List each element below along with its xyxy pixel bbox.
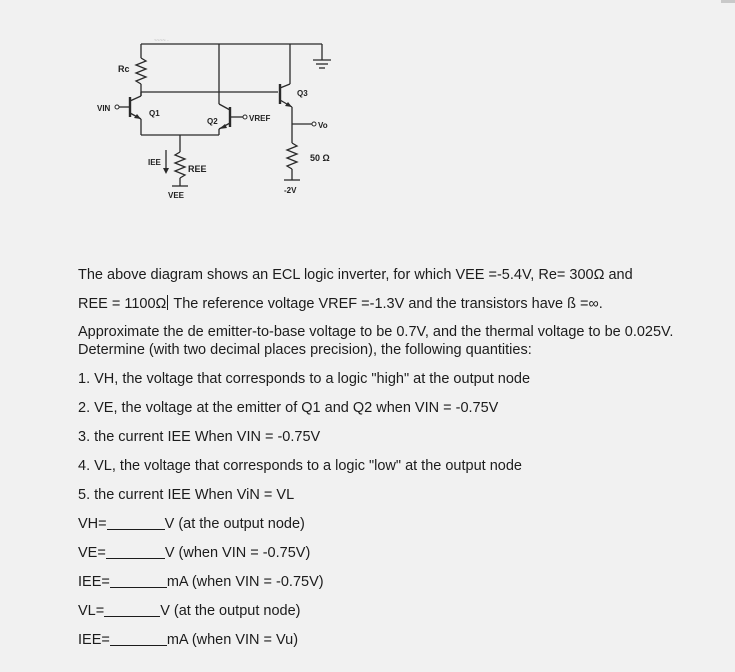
label-r50: 50 Ω [310, 153, 330, 163]
answer-blank-vh[interactable] [107, 515, 165, 530]
answer-blank-iee-1[interactable] [110, 573, 167, 588]
answer-label: VL= [78, 603, 105, 619]
problem-intro: The above diagram shows an ECL logic inverter, for which VEE =-5.4V, Re= 300Ω and [78, 267, 633, 283]
label-ree: REE [188, 164, 207, 174]
label-iee: IEE [148, 158, 161, 167]
problem-assumptions: Approximate the de emitter-to-base voltage to be 0.7V, and the thermal voltage to be 0.025V. Determine (with two decimal places precision), the following quantities: [78, 324, 674, 358]
answer-row-vh [78, 515, 718, 533]
vo-terminal [312, 122, 316, 126]
rc-resistor [136, 58, 146, 84]
answer-unit: mA (when VIN = Vu) [166, 632, 299, 648]
answer-unit: mA (when VIN = -0.75V) [166, 574, 324, 590]
label-minus2v: -2V [284, 186, 297, 195]
answer-label: IEE= [78, 632, 110, 648]
answer-row-iee-1 [78, 573, 718, 591]
vref-terminal [243, 115, 247, 119]
question-item-4: 4. VL, the voltage that corresponds to a logic "low" at the output node [78, 458, 522, 474]
vref-beta-text: The reference voltage VREF =-1.3V and the transistors have ß =∞. [169, 296, 603, 312]
ree-resistor [175, 152, 185, 178]
label-q1: Q1 [149, 109, 160, 118]
ecl-inverter-diagram [0, 0, 735, 260]
label-rc: Rc [118, 64, 130, 74]
ree-value: REE = 1100Ω [78, 296, 167, 312]
answer-blank-ve[interactable] [106, 544, 165, 559]
answer-label: IEE= [78, 574, 110, 590]
question-item-5: 5. the current IEE When ViN = VL [78, 487, 295, 503]
answer-unit: V (when VIN = -0.75V) [164, 545, 311, 561]
faint-scribble: ~~~~ · [154, 38, 169, 44]
label-vo: Vo [318, 121, 328, 130]
label-q3: Q3 [297, 89, 308, 98]
answer-blank-vl[interactable] [104, 602, 160, 617]
answer-row-iee-2 [78, 631, 718, 649]
problem-text [78, 266, 718, 649]
vin-terminal [115, 105, 119, 109]
answer-row-ve [78, 544, 718, 562]
answer-label: VH= [78, 516, 107, 532]
answer-unit: V (at the output node) [164, 516, 305, 532]
question-item-1: 1. VH, the voltage that corresponds to a logic "high" at the output node [78, 371, 531, 387]
answer-blank-iee-2[interactable] [110, 631, 167, 646]
answer-unit: V (at the output node) [160, 603, 301, 619]
question-item-2: 2. VE, the voltage at the emitter of Q1 and Q2 when VIN = -0.75V [78, 400, 499, 416]
label-vref: VREF [249, 114, 271, 123]
answer-label: VE= [78, 545, 106, 561]
answer-section [78, 515, 718, 649]
label-vee: VEE [168, 191, 185, 200]
r50-resistor [287, 143, 297, 169]
answer-row-vl [78, 602, 718, 620]
problem-ree-line [78, 295, 718, 313]
label-q2: Q2 [207, 117, 218, 126]
question-item-3: 3. the current IEE When VIN = -0.75V [78, 429, 321, 445]
label-vin: VIN [97, 104, 111, 113]
